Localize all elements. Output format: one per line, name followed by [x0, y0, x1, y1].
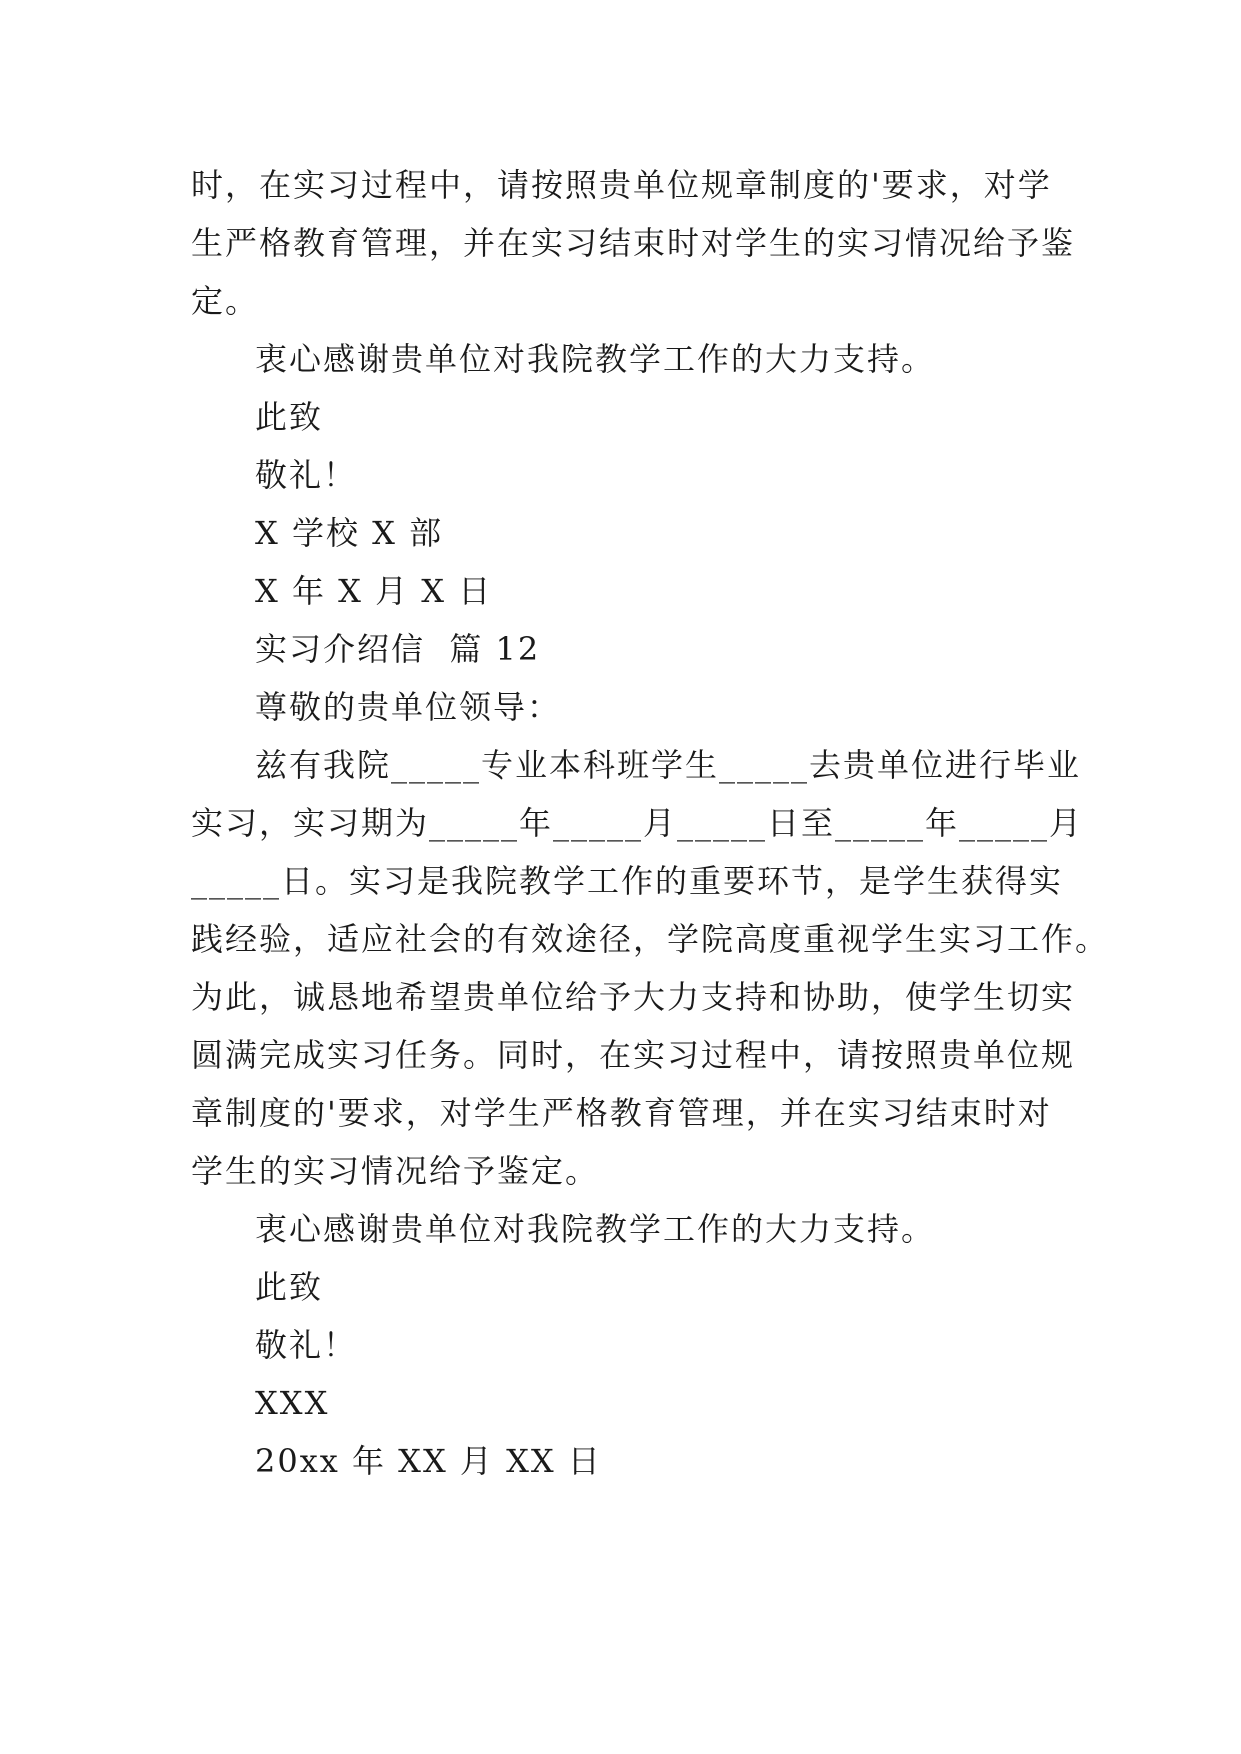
signature-date: 20xx 年 XX 月 XX 日	[255, 1442, 602, 1480]
salutation-jing-li: 敬礼！	[255, 456, 358, 494]
body-text-line: 践经验，适应社会的有效途径，学院高度重视学生实习工作。	[191, 920, 1110, 958]
body-text-line: 为此，诚恳地希望贵单位给予大力支持和协助，使学生切实	[191, 978, 1076, 1016]
body-text-line: 定。	[191, 282, 260, 320]
signature-school: X 学校 X 部	[255, 514, 444, 552]
closing-thanks: 衷心感谢贵单位对我院教学工作的大力支持。	[255, 340, 936, 378]
greeting: 尊敬的贵单位领导：	[255, 688, 562, 726]
body-text-line: 学生的实习情况给予鉴定。	[191, 1152, 600, 1190]
salutation-jing-li: 敬礼！	[255, 1326, 358, 1364]
body-text-line: 兹有我院_____专业本科班学生_____去贵单位进行毕业	[255, 746, 1082, 784]
body-text-line: 生严格教育管理，并在实习结束时对学生的实习情况给予鉴	[191, 224, 1076, 262]
salutation-ci-zhi: 此致	[255, 398, 324, 436]
salutation-ci-zhi: 此致	[255, 1268, 324, 1306]
body-text-line: _____日。实习是我院教学工作的重要环节，是学生获得实	[191, 862, 1064, 900]
body-text-line: 圆满完成实习任务。同时，在实习过程中，请按照贵单位规	[191, 1036, 1076, 1074]
closing-thanks: 衷心感谢贵单位对我院教学工作的大力支持。	[255, 1210, 936, 1248]
signature-name: XXX	[255, 1384, 330, 1422]
section-heading: 实习介绍信 篇 12	[255, 630, 541, 668]
body-text-line: 时，在实习过程中，请按照贵单位规章制度的'要求，对学	[191, 166, 1052, 204]
body-text-line: 章制度的'要求，对学生严格教育管理，并在实习结束时对	[191, 1094, 1052, 1132]
signature-date: X 年 X 月 X 日	[255, 572, 493, 610]
body-text-line: 实习，实习期为_____年_____月_____日至_____年_____月	[191, 804, 1084, 842]
